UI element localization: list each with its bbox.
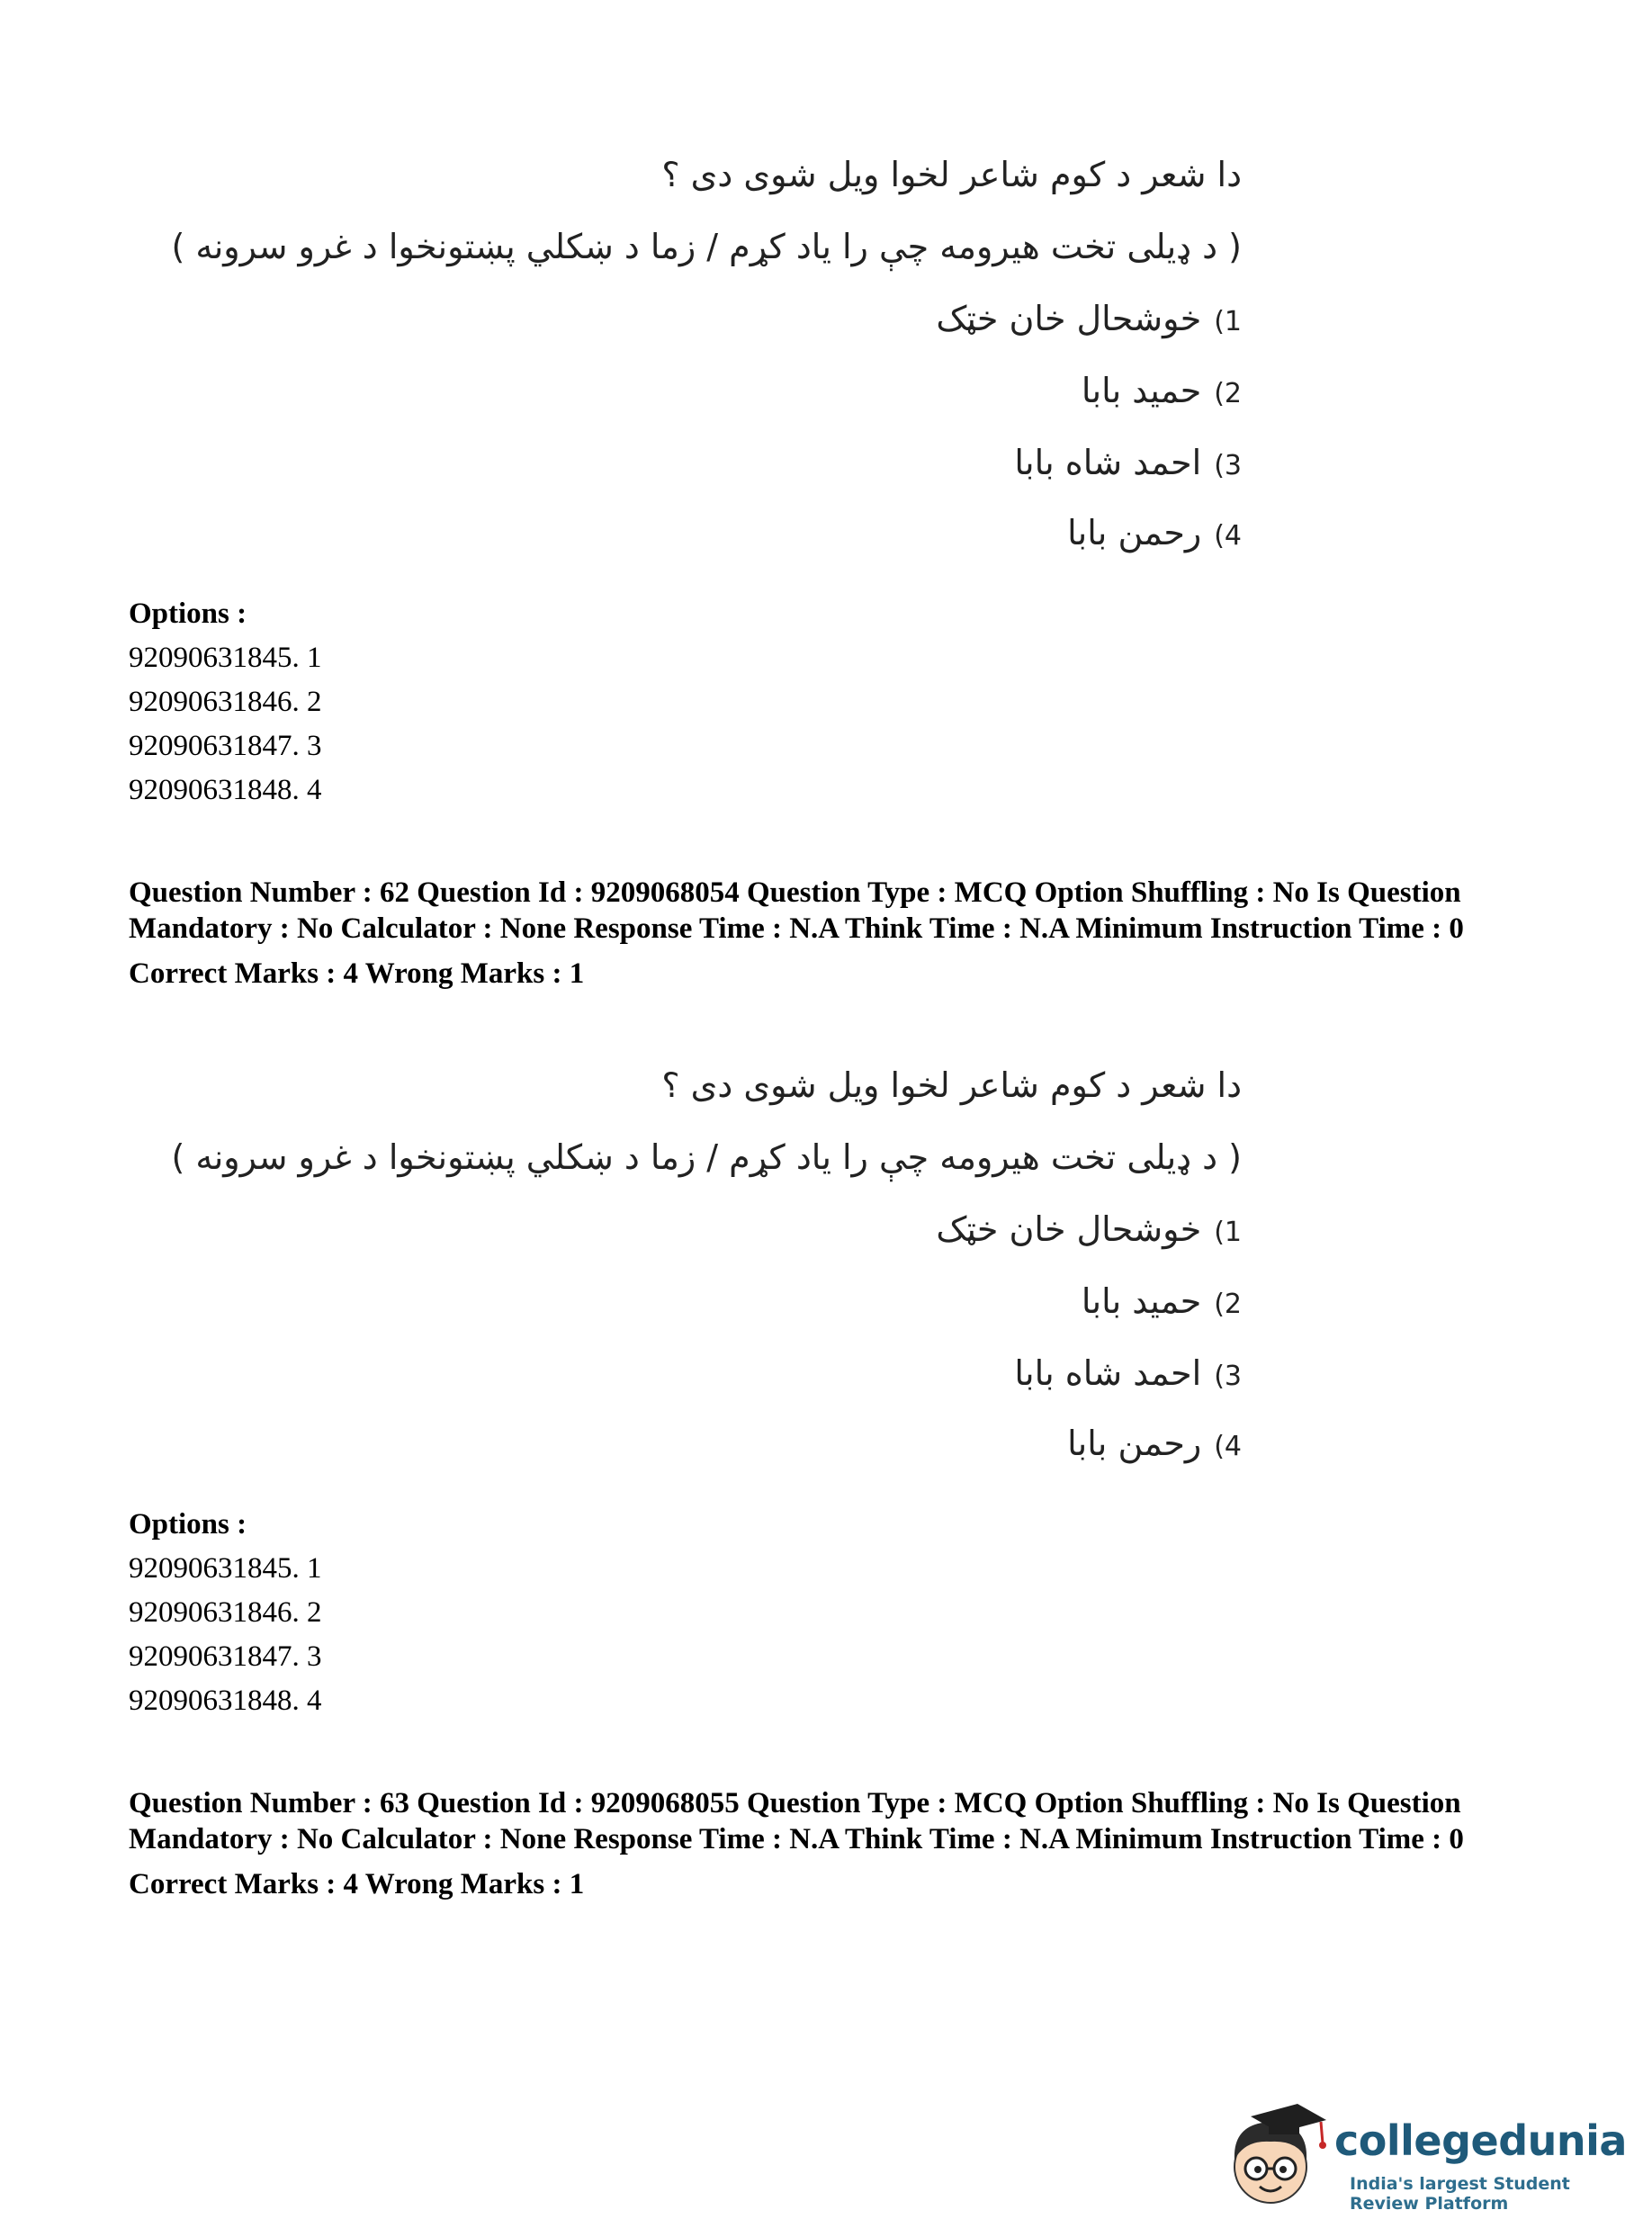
choice-text: خوشحال خان خټک xyxy=(936,1209,1202,1249)
choice-1 xyxy=(936,297,1242,344)
choice-2 xyxy=(1082,369,1242,416)
question-prompt: دا شعر د کوم شاعر لخوا ویل شوی دی ؟ xyxy=(661,155,1242,194)
choice-text: خوشحال خان خټک xyxy=(936,299,1202,338)
choice-text: احمد شاه بابا xyxy=(1014,443,1202,482)
choice-number: 1) xyxy=(1214,306,1242,337)
option-item: 92090631847. 3 xyxy=(129,1640,322,1673)
choice-number: 4) xyxy=(1214,1431,1242,1462)
choice-text: رحمن بابا xyxy=(1067,513,1202,553)
choice-3 xyxy=(1014,441,1242,488)
student-mascot-icon xyxy=(1215,2097,1332,2214)
option-item: 92090631847. 3 xyxy=(129,730,322,762)
choice-number: 3) xyxy=(1214,1361,1242,1392)
choice-1 xyxy=(936,1208,1242,1254)
choice-number: 3) xyxy=(1214,450,1242,481)
option-item: 92090631848. 4 xyxy=(129,1684,322,1717)
choice-number: 2) xyxy=(1214,378,1242,409)
choice-3 xyxy=(1014,1352,1242,1398)
collegedunia-logo xyxy=(1215,2097,1638,2214)
logo-brand-text: collegedunia xyxy=(1334,2116,1627,2165)
question-verse: ( د ډیلی تخت هیرومه چې را یاد کړم / زما د ښکلي پښتونخوا د غرو سرونه ) xyxy=(171,227,1242,266)
question-prompt: دا شعر د کوم شاعر لخوا ویل شوی دی ؟ xyxy=(661,1065,1242,1105)
choice-text: حمید بابا xyxy=(1081,371,1202,410)
question-meta-text: Question Number : 63 Question Id : 9209068055 Question Type : MCQ Option Shuffling : No Is Question Mandatory : No Calculator : None Response Time : N.A Think Time : N.A Minimum Instruction Time : 0 xyxy=(129,1787,1464,1855)
choice-text: رحمن بابا xyxy=(1067,1424,1202,1463)
choice-text: احمد شاه بابا xyxy=(1014,1353,1202,1393)
choice-number: 1) xyxy=(1214,1217,1242,1248)
choice-4 xyxy=(1067,511,1242,558)
choice-number: 2) xyxy=(1214,1289,1242,1320)
question-meta-62 xyxy=(129,875,1532,992)
option-item: 92090631845. 1 xyxy=(129,642,322,674)
options-list-2 xyxy=(129,1503,322,1723)
question-verse: ( د ډیلی تخت هیرومه چې را یاد کړم / زما د ښکلي پښتونخوا د غرو سرونه ) xyxy=(171,1137,1242,1177)
choice-text: حمید بابا xyxy=(1081,1281,1202,1321)
logo-tagline: India's largest Student Review Platform xyxy=(1350,2174,1570,2214)
option-item: 92090631846. 2 xyxy=(129,1596,322,1629)
options-heading: Options : xyxy=(129,597,247,630)
question-meta-text: Question Number : 62 Question Id : 9209068054 Question Type : MCQ Option Shuffling : No Is Question Mandatory : No Calculator : None Response Time : N.A Think Time : N.A Minimum Instruction Time : 0 xyxy=(129,876,1464,945)
options-heading: Options : xyxy=(129,1508,247,1541)
options-list-1 xyxy=(129,592,322,813)
choice-2 xyxy=(1082,1280,1242,1326)
option-item: 92090631845. 1 xyxy=(129,1552,322,1585)
question-marks: Correct Marks : 4 Wrong Marks : 1 xyxy=(129,957,585,990)
option-item: 92090631848. 4 xyxy=(129,774,322,806)
question-image-2 xyxy=(135,1064,1242,1463)
choice-number: 4) xyxy=(1214,520,1242,552)
question-image-1 xyxy=(135,153,1242,553)
question-marks: Correct Marks : 4 Wrong Marks : 1 xyxy=(129,1868,585,1900)
question-meta-63 xyxy=(129,1785,1532,1902)
option-item: 92090631846. 2 xyxy=(129,686,322,718)
choice-4 xyxy=(1067,1422,1242,1469)
